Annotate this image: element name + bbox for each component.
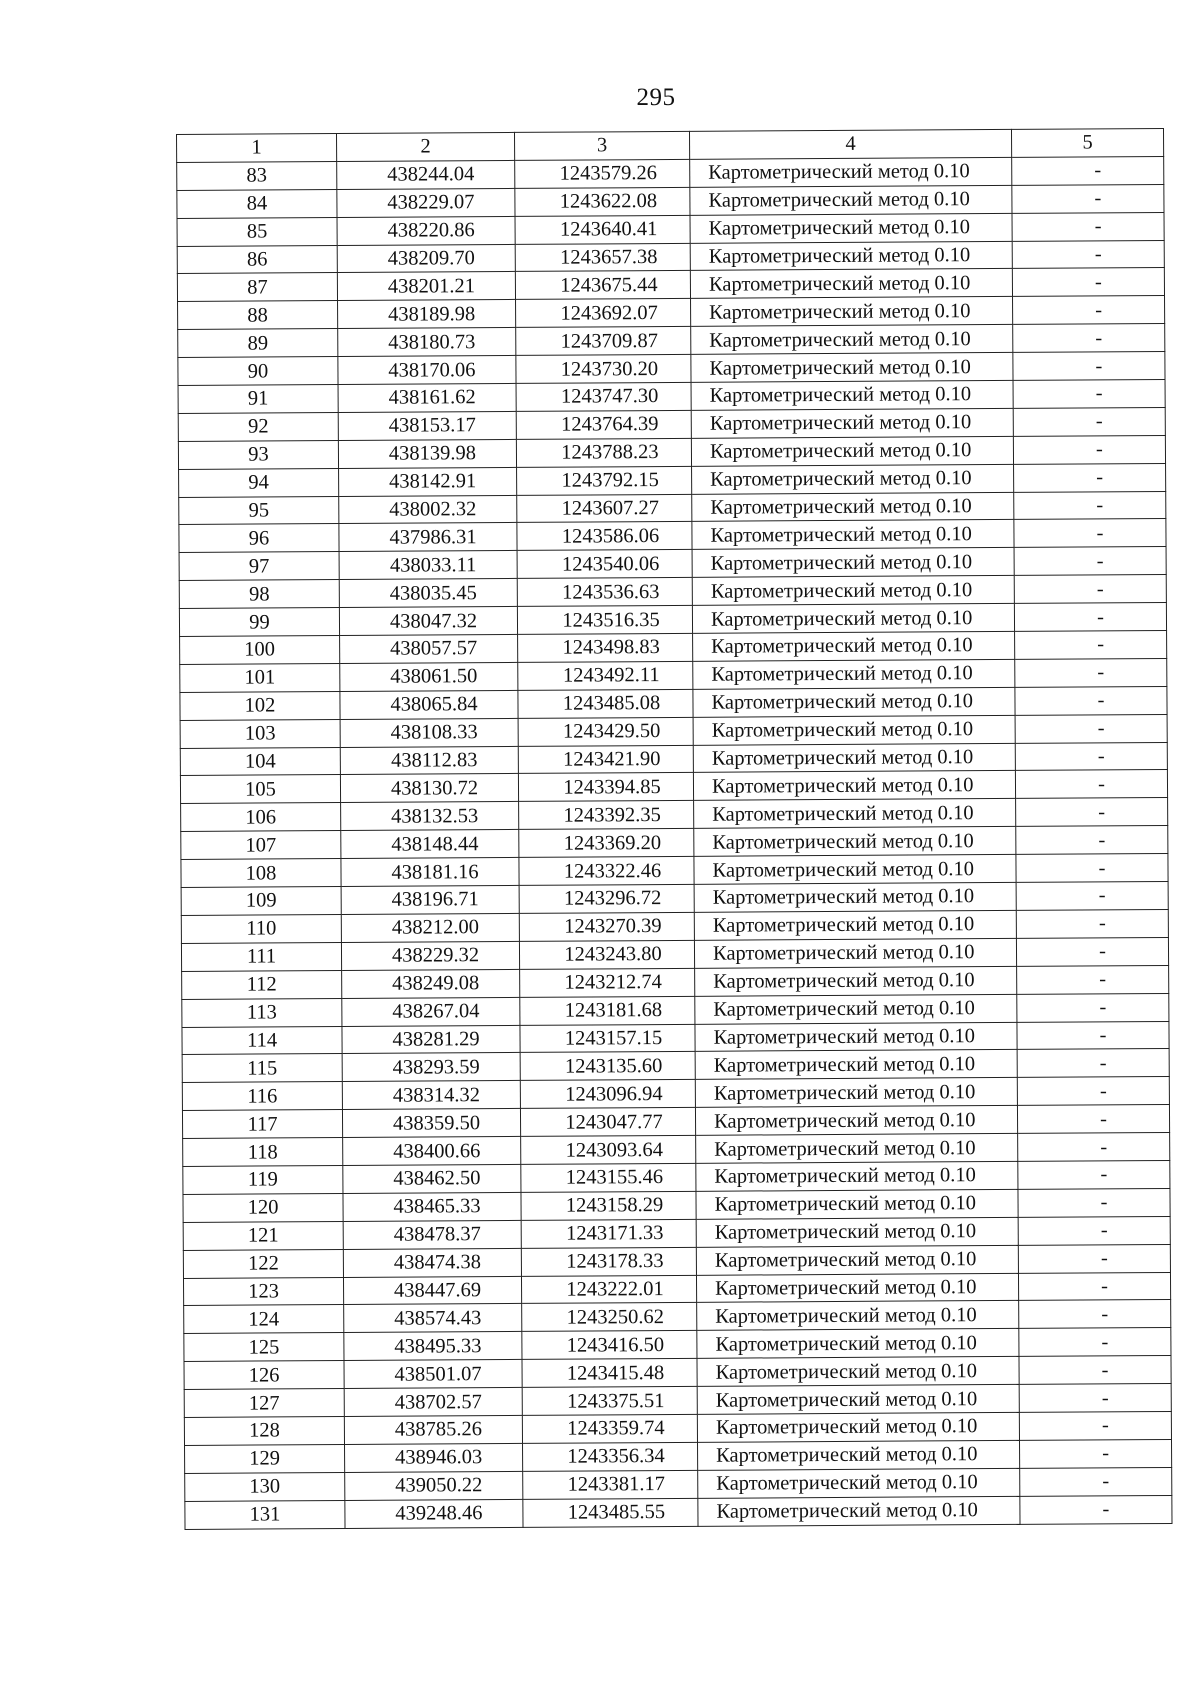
point-number-cell: 129 bbox=[185, 1444, 345, 1473]
y-coordinate-cell: 1243640.41 bbox=[515, 215, 690, 244]
note-cell: - bbox=[1016, 854, 1168, 883]
y-coordinate-cell: 1243250.62 bbox=[522, 1303, 697, 1332]
point-number-cell: 105 bbox=[180, 775, 340, 804]
point-number-cell: 123 bbox=[183, 1277, 343, 1306]
note-cell: - bbox=[1014, 463, 1166, 492]
header-col-3: 3 bbox=[514, 131, 689, 160]
point-number-cell: 97 bbox=[179, 552, 339, 581]
method-accuracy-cell: Картометрический метод 0.10 bbox=[690, 241, 1012, 271]
x-coordinate-cell: 438033.11 bbox=[339, 551, 517, 580]
method-accuracy-cell: Картометрический метод 0.10 bbox=[696, 1133, 1018, 1163]
point-number-cell: 117 bbox=[182, 1110, 342, 1139]
method-accuracy-cell: Картометрический метод 0.10 bbox=[695, 1106, 1017, 1136]
point-number-cell: 83 bbox=[177, 161, 337, 190]
method-accuracy-cell: Картометрический метод 0.10 bbox=[694, 882, 1016, 912]
method-accuracy-cell: Картометрический метод 0.10 bbox=[697, 1384, 1019, 1414]
y-coordinate-cell: 1243222.01 bbox=[521, 1275, 696, 1304]
y-coordinate-cell: 1243296.72 bbox=[519, 884, 694, 913]
x-coordinate-cell: 438189.98 bbox=[338, 300, 516, 329]
note-cell: - bbox=[1017, 1021, 1169, 1050]
y-coordinate-cell: 1243394.85 bbox=[518, 773, 693, 802]
method-accuracy-cell: Картометрический метод 0.10 bbox=[696, 1245, 1018, 1275]
note-cell: - bbox=[1013, 296, 1165, 325]
point-number-cell: 85 bbox=[177, 217, 337, 246]
method-accuracy-cell: Картометрический метод 0.10 bbox=[691, 325, 1013, 355]
y-coordinate-cell: 1243356.34 bbox=[523, 1442, 698, 1471]
x-coordinate-cell: 438267.04 bbox=[342, 997, 520, 1026]
method-accuracy-cell: Картометрический метод 0.10 bbox=[691, 408, 1013, 438]
note-cell: - bbox=[1013, 379, 1165, 408]
method-accuracy-cell: Картометрический метод 0.10 bbox=[692, 548, 1014, 578]
method-accuracy-cell: Картометрический метод 0.10 bbox=[692, 464, 1014, 494]
y-coordinate-cell: 1243586.06 bbox=[517, 522, 692, 551]
y-coordinate-cell: 1243392.35 bbox=[519, 801, 694, 830]
point-number-cell: 87 bbox=[177, 273, 337, 302]
y-coordinate-cell: 1243181.68 bbox=[520, 996, 695, 1025]
y-coordinate-cell: 1243429.50 bbox=[518, 717, 693, 746]
y-coordinate-cell: 1243093.64 bbox=[521, 1135, 696, 1164]
point-number-cell: 122 bbox=[183, 1249, 343, 1278]
point-number-cell: 99 bbox=[179, 608, 339, 637]
method-accuracy-cell: Картометрический метод 0.10 bbox=[695, 1078, 1017, 1108]
method-accuracy-cell: Картометрический метод 0.10 bbox=[695, 1022, 1017, 1052]
x-coordinate-cell: 438148.44 bbox=[341, 830, 519, 859]
x-coordinate-cell: 438057.57 bbox=[340, 634, 518, 663]
y-coordinate-cell: 1243792.15 bbox=[517, 466, 692, 495]
y-coordinate-cell: 1243492.11 bbox=[518, 661, 693, 690]
y-coordinate-cell: 1243657.38 bbox=[515, 243, 690, 272]
note-cell: - bbox=[1019, 1300, 1171, 1329]
point-number-cell: 102 bbox=[180, 691, 340, 720]
y-coordinate-cell: 1243381.17 bbox=[523, 1470, 698, 1499]
point-number-cell: 126 bbox=[184, 1361, 344, 1390]
method-accuracy-cell: Картометрический метод 0.10 bbox=[694, 827, 1016, 857]
point-number-cell: 93 bbox=[178, 440, 338, 469]
y-coordinate-cell: 1243135.60 bbox=[520, 1052, 695, 1081]
method-accuracy-cell: Картометрический метод 0.10 bbox=[693, 687, 1015, 717]
note-cell: - bbox=[1016, 882, 1168, 911]
header-col-1: 1 bbox=[177, 134, 337, 163]
x-coordinate-cell: 438142.91 bbox=[339, 467, 517, 496]
method-accuracy-cell: Картометрический метод 0.10 bbox=[690, 157, 1012, 187]
x-coordinate-cell: 438474.38 bbox=[343, 1248, 521, 1277]
note-cell: - bbox=[1016, 826, 1168, 855]
y-coordinate-cell: 1243096.94 bbox=[520, 1080, 695, 1109]
y-coordinate-cell: 1243747.30 bbox=[516, 382, 691, 411]
x-coordinate-cell: 438314.32 bbox=[342, 1081, 520, 1110]
note-cell: - bbox=[1015, 658, 1167, 687]
note-cell: - bbox=[1014, 519, 1166, 548]
note-cell: - bbox=[1019, 1411, 1171, 1440]
y-coordinate-cell: 1243270.39 bbox=[519, 912, 694, 941]
note-cell: - bbox=[1012, 156, 1164, 185]
x-coordinate-cell: 438035.45 bbox=[339, 579, 517, 608]
point-number-cell: 94 bbox=[179, 468, 339, 497]
x-coordinate-cell: 438209.70 bbox=[337, 244, 515, 273]
x-coordinate-cell: 438196.71 bbox=[341, 885, 519, 914]
x-coordinate-cell: 438244.04 bbox=[337, 160, 515, 189]
method-accuracy-cell: Картометрический метод 0.10 bbox=[697, 1301, 1019, 1331]
y-coordinate-cell: 1243171.33 bbox=[521, 1219, 696, 1248]
method-accuracy-cell: Картометрический метод 0.10 bbox=[698, 1496, 1020, 1526]
point-number-cell: 110 bbox=[181, 914, 341, 943]
note-cell: - bbox=[1016, 798, 1168, 827]
note-cell: - bbox=[1017, 1049, 1169, 1078]
note-cell: - bbox=[1012, 268, 1164, 297]
method-accuracy-cell: Картометрический метод 0.10 bbox=[694, 855, 1016, 885]
method-accuracy-cell: Картометрический метод 0.10 bbox=[692, 576, 1014, 606]
x-coordinate-cell: 438229.07 bbox=[337, 188, 515, 217]
note-cell: - bbox=[1013, 435, 1165, 464]
y-coordinate-cell: 1243579.26 bbox=[515, 159, 690, 188]
note-cell: - bbox=[1017, 1105, 1169, 1134]
y-coordinate-cell: 1243607.27 bbox=[517, 494, 692, 523]
method-accuracy-cell: Картометрический метод 0.10 bbox=[696, 1161, 1018, 1191]
note-cell: - bbox=[1020, 1495, 1172, 1524]
note-cell: - bbox=[1015, 742, 1167, 771]
point-number-cell: 90 bbox=[178, 357, 338, 386]
note-cell: - bbox=[1018, 1244, 1170, 1273]
header-col-2: 2 bbox=[337, 132, 515, 161]
y-coordinate-cell: 1243622.08 bbox=[515, 187, 690, 216]
method-accuracy-cell: Картометрический метод 0.10 bbox=[692, 604, 1014, 634]
y-coordinate-cell: 1243369.20 bbox=[519, 829, 694, 858]
x-coordinate-cell: 438170.06 bbox=[338, 356, 516, 385]
point-number-cell: 127 bbox=[184, 1389, 344, 1418]
x-coordinate-cell: 438574.43 bbox=[344, 1304, 522, 1333]
point-number-cell: 131 bbox=[185, 1500, 345, 1529]
note-cell: - bbox=[1018, 1272, 1170, 1301]
method-accuracy-cell: Картометрический метод 0.10 bbox=[697, 1357, 1019, 1387]
note-cell: - bbox=[1018, 1188, 1170, 1217]
table-body bbox=[177, 156, 1172, 1529]
note-cell: - bbox=[1013, 407, 1165, 436]
x-coordinate-cell: 438002.32 bbox=[339, 495, 517, 524]
x-coordinate-cell: 438061.50 bbox=[340, 662, 518, 691]
method-accuracy-cell: Картометрический метод 0.10 bbox=[693, 771, 1015, 801]
x-coordinate-cell: 438495.33 bbox=[344, 1332, 522, 1361]
note-cell: - bbox=[1014, 491, 1166, 520]
x-coordinate-cell: 439248.46 bbox=[345, 1499, 523, 1528]
point-number-cell: 115 bbox=[182, 1054, 342, 1083]
point-number-cell: 89 bbox=[178, 329, 338, 358]
note-cell: - bbox=[1013, 352, 1165, 381]
note-cell: - bbox=[1015, 630, 1167, 659]
x-coordinate-cell: 438465.33 bbox=[343, 1192, 521, 1221]
x-coordinate-cell: 438702.57 bbox=[344, 1387, 522, 1416]
y-coordinate-cell: 1243692.07 bbox=[516, 299, 691, 328]
point-number-cell: 106 bbox=[181, 803, 341, 832]
y-coordinate-cell: 1243375.51 bbox=[522, 1386, 697, 1415]
note-cell: - bbox=[1019, 1439, 1171, 1468]
note-cell: - bbox=[1019, 1384, 1171, 1413]
method-accuracy-cell: Картометрический метод 0.10 bbox=[695, 966, 1017, 996]
point-number-cell: 125 bbox=[184, 1333, 344, 1362]
header-col-4: 4 bbox=[689, 129, 1011, 159]
point-number-cell: 116 bbox=[182, 1082, 342, 1111]
method-accuracy-cell: Картометрический метод 0.10 bbox=[691, 436, 1013, 466]
x-coordinate-cell: 438181.16 bbox=[341, 858, 519, 887]
note-cell: - bbox=[1017, 965, 1169, 994]
x-coordinate-cell: 438447.69 bbox=[343, 1276, 521, 1305]
x-coordinate-cell: 437986.31 bbox=[339, 523, 517, 552]
y-coordinate-cell: 1243421.90 bbox=[518, 745, 693, 774]
y-coordinate-cell: 1243498.83 bbox=[518, 633, 693, 662]
y-coordinate-cell: 1243155.46 bbox=[521, 1163, 696, 1192]
note-cell: - bbox=[1015, 714, 1167, 743]
y-coordinate-cell: 1243415.48 bbox=[522, 1359, 697, 1388]
method-accuracy-cell: Картометрический метод 0.10 bbox=[697, 1412, 1019, 1442]
y-coordinate-cell: 1243157.15 bbox=[520, 1024, 695, 1053]
y-coordinate-cell: 1243540.06 bbox=[517, 550, 692, 579]
x-coordinate-cell: 438201.21 bbox=[337, 272, 515, 301]
x-coordinate-cell: 438132.53 bbox=[341, 802, 519, 831]
point-number-cell: 111 bbox=[181, 942, 341, 971]
note-cell: - bbox=[1018, 1133, 1170, 1162]
x-coordinate-cell: 438229.32 bbox=[341, 941, 519, 970]
y-coordinate-cell: 1243764.39 bbox=[516, 410, 691, 439]
method-accuracy-cell: Картометрический метод 0.10 bbox=[698, 1440, 1020, 1470]
x-coordinate-cell: 438785.26 bbox=[344, 1415, 522, 1444]
note-cell: - bbox=[1019, 1328, 1171, 1357]
point-number-cell: 107 bbox=[181, 831, 341, 860]
method-accuracy-cell: Картометрический метод 0.10 bbox=[693, 743, 1015, 773]
method-accuracy-cell: Картометрический метод 0.10 bbox=[696, 1189, 1018, 1219]
x-coordinate-cell: 438212.00 bbox=[341, 913, 519, 942]
note-cell: - bbox=[1012, 212, 1164, 241]
x-coordinate-cell: 438180.73 bbox=[338, 328, 516, 357]
x-coordinate-cell: 438112.83 bbox=[340, 746, 518, 775]
point-number-cell: 100 bbox=[180, 636, 340, 665]
x-coordinate-cell: 439050.22 bbox=[345, 1471, 523, 1500]
method-accuracy-cell: Картометрический метод 0.10 bbox=[692, 492, 1014, 522]
y-coordinate-cell: 1243730.20 bbox=[516, 354, 691, 383]
x-coordinate-cell: 438462.50 bbox=[343, 1164, 521, 1193]
note-cell: - bbox=[1016, 937, 1168, 966]
point-number-cell: 112 bbox=[182, 970, 342, 999]
note-cell: - bbox=[1015, 686, 1167, 715]
y-coordinate-cell: 1243416.50 bbox=[522, 1331, 697, 1360]
y-coordinate-cell: 1243675.44 bbox=[515, 271, 690, 300]
note-cell: - bbox=[1012, 240, 1164, 269]
coordinates-table bbox=[176, 128, 1173, 1530]
method-accuracy-cell: Картометрический метод 0.10 bbox=[693, 631, 1015, 661]
x-coordinate-cell: 438281.29 bbox=[342, 1025, 520, 1054]
y-coordinate-cell: 1243158.29 bbox=[521, 1191, 696, 1220]
x-coordinate-cell: 438249.08 bbox=[342, 969, 520, 998]
method-accuracy-cell: Картометрический метод 0.10 bbox=[693, 659, 1015, 689]
point-number-cell: 108 bbox=[181, 859, 341, 888]
x-coordinate-cell: 438161.62 bbox=[338, 383, 516, 412]
x-coordinate-cell: 438400.66 bbox=[343, 1136, 521, 1165]
method-accuracy-cell: Картометрический метод 0.10 bbox=[695, 1050, 1017, 1080]
note-cell: - bbox=[1020, 1467, 1172, 1496]
y-coordinate-cell: 1243485.55 bbox=[523, 1498, 698, 1527]
note-cell: - bbox=[1012, 184, 1164, 213]
point-number-cell: 98 bbox=[179, 580, 339, 609]
point-number-cell: 119 bbox=[183, 1165, 343, 1194]
method-accuracy-cell: Картометрический метод 0.10 bbox=[692, 520, 1014, 550]
note-cell: - bbox=[1019, 1356, 1171, 1385]
point-number-cell: 121 bbox=[183, 1221, 343, 1250]
method-accuracy-cell: Картометрический метод 0.10 bbox=[694, 910, 1016, 940]
point-number-cell: 86 bbox=[177, 245, 337, 274]
method-accuracy-cell: Картометрический метод 0.10 bbox=[691, 297, 1013, 327]
note-cell: - bbox=[1016, 909, 1168, 938]
note-cell: - bbox=[1018, 1160, 1170, 1189]
point-number-cell: 130 bbox=[185, 1472, 345, 1501]
note-cell: - bbox=[1017, 1077, 1169, 1106]
point-number-cell: 128 bbox=[184, 1416, 344, 1445]
method-accuracy-cell: Картометрический метод 0.10 bbox=[697, 1329, 1019, 1359]
point-number-cell: 114 bbox=[182, 1026, 342, 1055]
method-accuracy-cell: Картометрический метод 0.10 bbox=[698, 1468, 1020, 1498]
note-cell: - bbox=[1014, 547, 1166, 576]
table-row bbox=[185, 1495, 1172, 1529]
page-number: 295 bbox=[636, 84, 676, 111]
method-accuracy-cell: Картометрический метод 0.10 bbox=[696, 1217, 1018, 1247]
y-coordinate-cell: 1243516.35 bbox=[517, 605, 692, 634]
y-coordinate-cell: 1243212.74 bbox=[520, 968, 695, 997]
y-coordinate-cell: 1243485.08 bbox=[518, 689, 693, 718]
note-cell: - bbox=[1013, 324, 1165, 353]
x-coordinate-cell: 438139.98 bbox=[338, 439, 516, 468]
y-coordinate-cell: 1243709.87 bbox=[516, 327, 691, 356]
point-number-cell: 84 bbox=[177, 189, 337, 218]
header-col-5: 5 bbox=[1011, 128, 1163, 157]
method-accuracy-cell: Картометрический метод 0.10 bbox=[695, 994, 1017, 1024]
point-number-cell: 124 bbox=[184, 1305, 344, 1334]
y-coordinate-cell: 1243178.33 bbox=[521, 1247, 696, 1276]
x-coordinate-cell: 438359.50 bbox=[342, 1109, 520, 1138]
note-cell: - bbox=[1018, 1216, 1170, 1245]
method-accuracy-cell: Картометрический метод 0.10 bbox=[696, 1273, 1018, 1303]
x-coordinate-cell: 438153.17 bbox=[338, 411, 516, 440]
point-number-cell: 96 bbox=[179, 524, 339, 553]
method-accuracy-cell: Картометрический метод 0.10 bbox=[693, 715, 1015, 745]
x-coordinate-cell: 438130.72 bbox=[340, 774, 518, 803]
y-coordinate-cell: 1243536.63 bbox=[517, 578, 692, 607]
point-number-cell: 95 bbox=[179, 496, 339, 525]
y-coordinate-cell: 1243243.80 bbox=[519, 940, 694, 969]
method-accuracy-cell: Картометрический метод 0.10 bbox=[690, 213, 1012, 243]
x-coordinate-cell: 438478.37 bbox=[343, 1220, 521, 1249]
y-coordinate-cell: 1243788.23 bbox=[516, 438, 691, 467]
x-coordinate-cell: 438220.86 bbox=[337, 216, 515, 245]
x-coordinate-cell: 438108.33 bbox=[340, 718, 518, 747]
method-accuracy-cell: Картометрический метод 0.10 bbox=[694, 799, 1016, 829]
y-coordinate-cell: 1243359.74 bbox=[522, 1414, 697, 1443]
point-number-cell: 91 bbox=[178, 385, 338, 414]
x-coordinate-cell: 438065.84 bbox=[340, 690, 518, 719]
point-number-cell: 109 bbox=[181, 887, 341, 916]
note-cell: - bbox=[1015, 770, 1167, 799]
x-coordinate-cell: 438293.59 bbox=[342, 1053, 520, 1082]
note-cell: - bbox=[1017, 993, 1169, 1022]
method-accuracy-cell: Картометрический метод 0.10 bbox=[690, 269, 1012, 299]
point-number-cell: 103 bbox=[180, 719, 340, 748]
point-number-cell: 118 bbox=[183, 1138, 343, 1167]
x-coordinate-cell: 438047.32 bbox=[339, 607, 517, 636]
y-coordinate-cell: 1243322.46 bbox=[519, 857, 694, 886]
note-cell: - bbox=[1014, 603, 1166, 632]
point-number-cell: 92 bbox=[178, 412, 338, 441]
method-accuracy-cell: Картометрический метод 0.10 bbox=[691, 353, 1013, 383]
note-cell: - bbox=[1014, 575, 1166, 604]
point-number-cell: 120 bbox=[183, 1193, 343, 1222]
point-number-cell: 88 bbox=[178, 301, 338, 330]
method-accuracy-cell: Картометрический метод 0.10 bbox=[690, 185, 1012, 215]
method-accuracy-cell: Картометрический метод 0.10 bbox=[691, 380, 1013, 410]
y-coordinate-cell: 1243047.77 bbox=[520, 1108, 695, 1137]
x-coordinate-cell: 438501.07 bbox=[344, 1360, 522, 1389]
point-number-cell: 113 bbox=[182, 998, 342, 1027]
method-accuracy-cell: Картометрический метод 0.10 bbox=[694, 938, 1016, 968]
point-number-cell: 101 bbox=[180, 663, 340, 692]
x-coordinate-cell: 438946.03 bbox=[345, 1443, 523, 1472]
point-number-cell: 104 bbox=[180, 747, 340, 776]
